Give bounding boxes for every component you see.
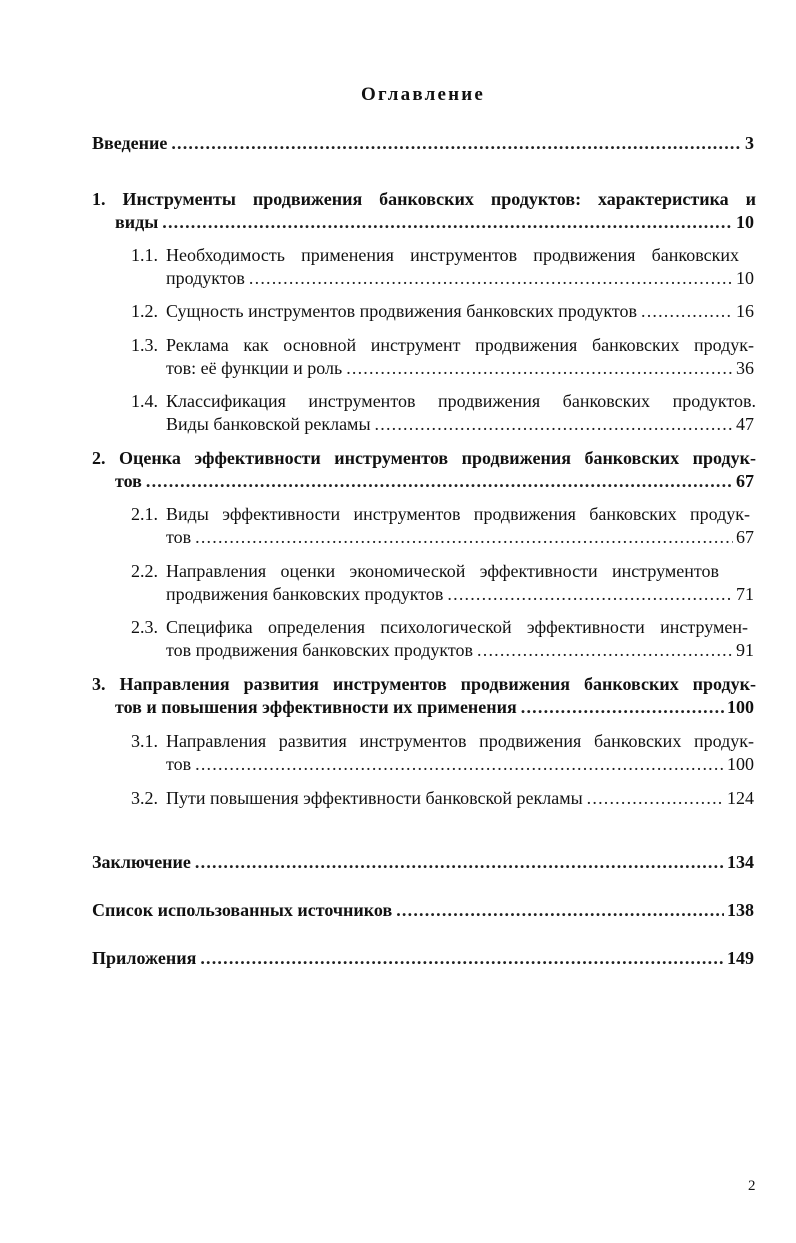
dot-leader	[375, 413, 733, 435]
dot-leader	[195, 526, 733, 548]
toc-entry-label: тов	[166, 754, 192, 774]
toc-page-number: 124	[727, 788, 754, 808]
toc-chapter-1[interactable]	[115, 211, 754, 233]
toc-chapter-3[interactable]	[115, 696, 754, 718]
dot-leader	[447, 583, 733, 605]
toc-entry-sources[interactable]	[92, 899, 754, 921]
toc-section-number: 1.1.	[131, 245, 158, 265]
toc-section-number: 1.2.	[131, 301, 158, 321]
toc-section-2-2-line1[interactable]: Направления оценки экономической эффективности инструментов	[166, 561, 719, 581]
toc-page-number: 100	[727, 754, 754, 774]
toc-entry-label: тов: её функции и роль	[166, 358, 343, 378]
dot-leader	[587, 787, 724, 809]
dot-leader	[396, 899, 724, 921]
toc-entry-label: Пути повышения эффективности банковской рекламы	[166, 788, 583, 808]
toc-entry-label: Виды банковской рекламы	[166, 414, 371, 434]
dot-leader	[195, 753, 724, 775]
toc-section-number: 2.1.	[131, 504, 158, 524]
toc-entry-label: Сущность инструментов продвижения банковских продуктов	[166, 301, 637, 321]
toc-section-2-3-line1[interactable]: Специфика определения психологической эффективности инструмен-	[166, 617, 748, 637]
toc-page-number: 10	[736, 212, 754, 232]
toc-section-number: 1.4.	[131, 391, 158, 411]
dot-leader	[346, 357, 733, 379]
toc-entry-conclusion[interactable]	[92, 851, 754, 873]
toc-entry-label: тов продвижения банковских продуктов	[166, 640, 474, 660]
toc-section-1-1-line1[interactable]: Необходимость применения инструментов продвижения банковских	[166, 245, 739, 265]
toc-entry-label: Введение	[92, 133, 168, 153]
toc-page-number: 3	[745, 133, 754, 153]
dot-leader	[200, 947, 724, 969]
toc-entry-label: продвижения банковских продуктов	[166, 584, 444, 604]
toc-section-1-1[interactable]	[166, 267, 754, 289]
toc-section-number: 3.2.	[131, 788, 158, 808]
toc-entry-appendix[interactable]	[92, 947, 754, 969]
toc-page-number: 71	[736, 584, 754, 604]
toc-section-3-1[interactable]	[166, 753, 754, 775]
toc-page-number: 36	[736, 358, 754, 378]
toc-section-2-1[interactable]	[166, 526, 754, 548]
toc-section-2-2[interactable]	[166, 583, 754, 605]
toc-entry-label: продуктов	[166, 268, 245, 288]
toc-entry-label: виды	[115, 212, 159, 232]
toc-section-1-4-line1[interactable]: Классификация инструментов продвижения банковских продуктов.	[166, 391, 756, 411]
dot-leader	[195, 851, 724, 873]
dot-leader	[146, 470, 733, 492]
toc-page-number: 100	[727, 697, 754, 717]
toc-page-number: 149	[727, 948, 754, 968]
toc-section-2-1-line1[interactable]: Виды эффективности инструментов продвижения банковских продук-	[166, 504, 750, 524]
toc-entry-label: Заключение	[92, 852, 191, 872]
toc-chapter-2-line1[interactable]: 2. Оценка эффективности инструментов продвижения банковских продук-	[92, 448, 756, 468]
toc-section-2-3[interactable]	[166, 639, 754, 661]
toc-section-3-1-line1[interactable]: Направления развития инструментов продвижения банковских продук-	[166, 731, 754, 751]
toc-section-1-3-line1[interactable]: Реклама как основной инструмент продвижения банковских продук-	[166, 335, 754, 355]
toc-entry-label: Приложения	[92, 948, 197, 968]
toc-chapter-2[interactable]	[115, 470, 754, 492]
toc-section-1-4[interactable]	[166, 413, 754, 435]
dot-leader	[171, 132, 742, 154]
toc-chapter-1-line1[interactable]: 1. Инструменты продвижения банковских продуктов: характеристика и	[92, 189, 756, 209]
toc-section-number: 3.1.	[131, 731, 158, 751]
dot-leader	[521, 696, 724, 718]
toc-section-1-2[interactable]	[166, 300, 754, 322]
toc-entry-intro[interactable]	[92, 132, 754, 154]
toc-entry-label: тов	[115, 471, 142, 491]
dot-leader	[249, 267, 733, 289]
toc-page-number: 91	[736, 640, 754, 660]
toc-page-number: 67	[736, 527, 754, 547]
toc-section-1-3[interactable]	[166, 357, 754, 379]
toc-section-number: 2.3.	[131, 617, 158, 637]
page-number: 2	[748, 1178, 756, 1194]
toc-page-number: 67	[736, 471, 754, 491]
toc-page-number: 138	[727, 900, 754, 920]
toc-page-number: 10	[736, 268, 754, 288]
toc-section-number: 1.3.	[131, 335, 158, 355]
toc-chapter-3-line1[interactable]: 3. Направления развития инструментов продвижения банковских продук-	[92, 674, 756, 694]
dot-leader	[641, 300, 733, 322]
toc-page-number: 16	[736, 301, 754, 321]
toc-section-3-2[interactable]	[166, 787, 754, 809]
dot-leader	[162, 211, 733, 233]
toc-page-number: 134	[727, 852, 754, 872]
toc-entry-label: тов и повышения эффективности их применения	[115, 697, 517, 717]
toc-entry-label: тов	[166, 527, 192, 547]
dot-leader	[477, 639, 733, 661]
toc-entry-label: Список использованных источников	[92, 900, 393, 920]
toc-page-number: 47	[736, 414, 754, 434]
toc-title: Оглавление	[360, 84, 486, 105]
toc-section-number: 2.2.	[131, 561, 158, 581]
